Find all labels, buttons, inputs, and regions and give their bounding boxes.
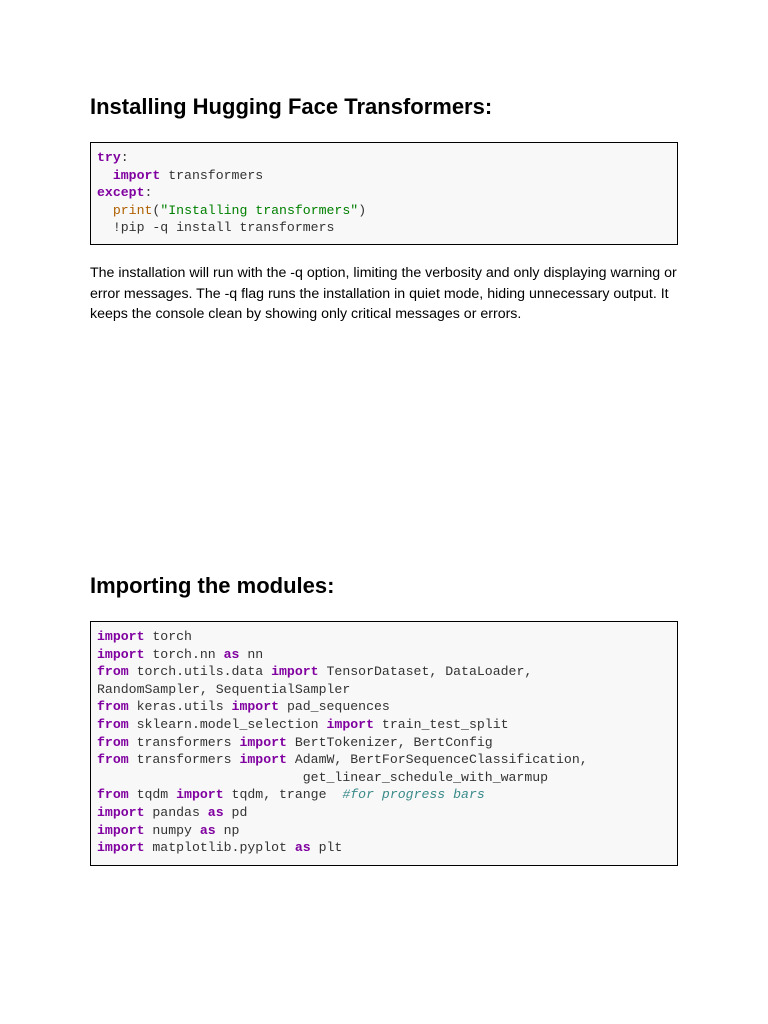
code-line bbox=[97, 681, 677, 699]
code-token: from bbox=[97, 716, 129, 732]
code-token: transformers bbox=[128, 752, 240, 768]
code-token: get_linear_schedule_with_warmup bbox=[97, 769, 549, 785]
code-token: import bbox=[97, 629, 145, 644]
code-token: tqdm bbox=[128, 787, 177, 803]
code-token: nn bbox=[239, 646, 264, 662]
code-token: import bbox=[326, 716, 374, 732]
code-token: import bbox=[112, 167, 161, 183]
code-token: import bbox=[239, 752, 287, 768]
code-token: ( bbox=[152, 202, 161, 218]
code-line bbox=[97, 751, 677, 769]
code-token: transformers bbox=[128, 734, 240, 750]
code-token: #for progress bars bbox=[342, 787, 485, 803]
code-token: tqdm, trange bbox=[223, 787, 343, 803]
code-token: pad_sequences bbox=[279, 699, 390, 715]
code-token: torch bbox=[144, 629, 192, 644]
code-token: : bbox=[144, 185, 153, 201]
code-token: import bbox=[239, 734, 287, 750]
code-line bbox=[97, 804, 677, 822]
code-token: transformers bbox=[160, 167, 264, 183]
code-token: RandomSampler, SequentialSampler bbox=[97, 681, 351, 697]
section-title-installing: Installing Hugging Face Transformers: bbox=[90, 94, 493, 119]
code-token: "Installing transformers" bbox=[160, 202, 359, 218]
code-token: BertTokenizer, BertConfig bbox=[286, 734, 493, 750]
code-token: AdamW, BertForSequenceClassification, bbox=[286, 752, 588, 768]
code-token: from bbox=[97, 752, 129, 768]
code-token: import bbox=[176, 787, 224, 803]
code-line bbox=[97, 149, 677, 167]
code-token: import bbox=[231, 699, 280, 715]
code-line bbox=[97, 734, 677, 752]
code-token: train_test_split bbox=[374, 716, 509, 732]
code-token: import bbox=[271, 664, 319, 680]
code-line bbox=[97, 167, 677, 185]
code-token: sklearn.model_selection bbox=[128, 716, 327, 732]
code-token: import bbox=[97, 822, 145, 838]
code-token: import bbox=[97, 840, 145, 856]
code-line bbox=[97, 822, 677, 840]
code-token bbox=[97, 168, 113, 183]
code-token: torch.nn bbox=[144, 646, 224, 662]
code-line bbox=[97, 219, 677, 237]
code-token: TensorDataset, DataLoader, bbox=[318, 664, 533, 680]
section-title-importing: Importing the modules: bbox=[90, 573, 335, 598]
code-token: ) bbox=[358, 202, 367, 218]
code-token: from bbox=[97, 664, 129, 680]
code-line bbox=[97, 202, 677, 220]
code-token: plt bbox=[310, 840, 343, 856]
code-line bbox=[97, 184, 677, 202]
code-token: try bbox=[97, 150, 121, 165]
code-line bbox=[97, 698, 677, 716]
install-explanation-paragraph: The installation will run with the -q option, limiting the verbosity and only displaying warning or error messages. The -q flag runs the installation in quiet mode, hiding unnecessary output. It keeps the console clean by showing only critical messages or errors. bbox=[90, 265, 677, 323]
code-token: np bbox=[215, 822, 240, 838]
code-token: import bbox=[97, 804, 145, 820]
code-token: pd bbox=[223, 804, 248, 820]
code-token: as bbox=[294, 840, 311, 856]
code-token: as bbox=[199, 822, 216, 838]
code-token: !pip -q install transformers bbox=[97, 220, 335, 236]
code-token: pandas bbox=[144, 804, 208, 820]
code-block-install bbox=[90, 142, 678, 245]
code-token: as bbox=[207, 804, 224, 820]
code-token: import bbox=[97, 646, 145, 662]
code-token: numpy bbox=[144, 822, 200, 838]
code-line bbox=[97, 716, 677, 734]
code-token: as bbox=[223, 646, 240, 662]
code-token: keras.utils bbox=[128, 699, 232, 715]
code-token: print bbox=[112, 202, 153, 218]
code-token: from bbox=[97, 787, 129, 803]
code-line bbox=[97, 769, 677, 787]
code-token: except bbox=[97, 185, 145, 201]
code-line bbox=[97, 628, 677, 646]
code-block-imports bbox=[90, 621, 678, 866]
code-token: from bbox=[97, 699, 129, 715]
code-token: torch.utils.data bbox=[128, 664, 272, 680]
code-line bbox=[97, 663, 677, 681]
code-token: matplotlib.pyplot bbox=[144, 840, 295, 856]
code-line bbox=[97, 839, 677, 857]
code-line bbox=[97, 646, 677, 664]
code-token bbox=[97, 203, 113, 218]
code-token: from bbox=[97, 734, 129, 750]
code-line bbox=[97, 786, 677, 804]
code-token: : bbox=[120, 150, 129, 165]
